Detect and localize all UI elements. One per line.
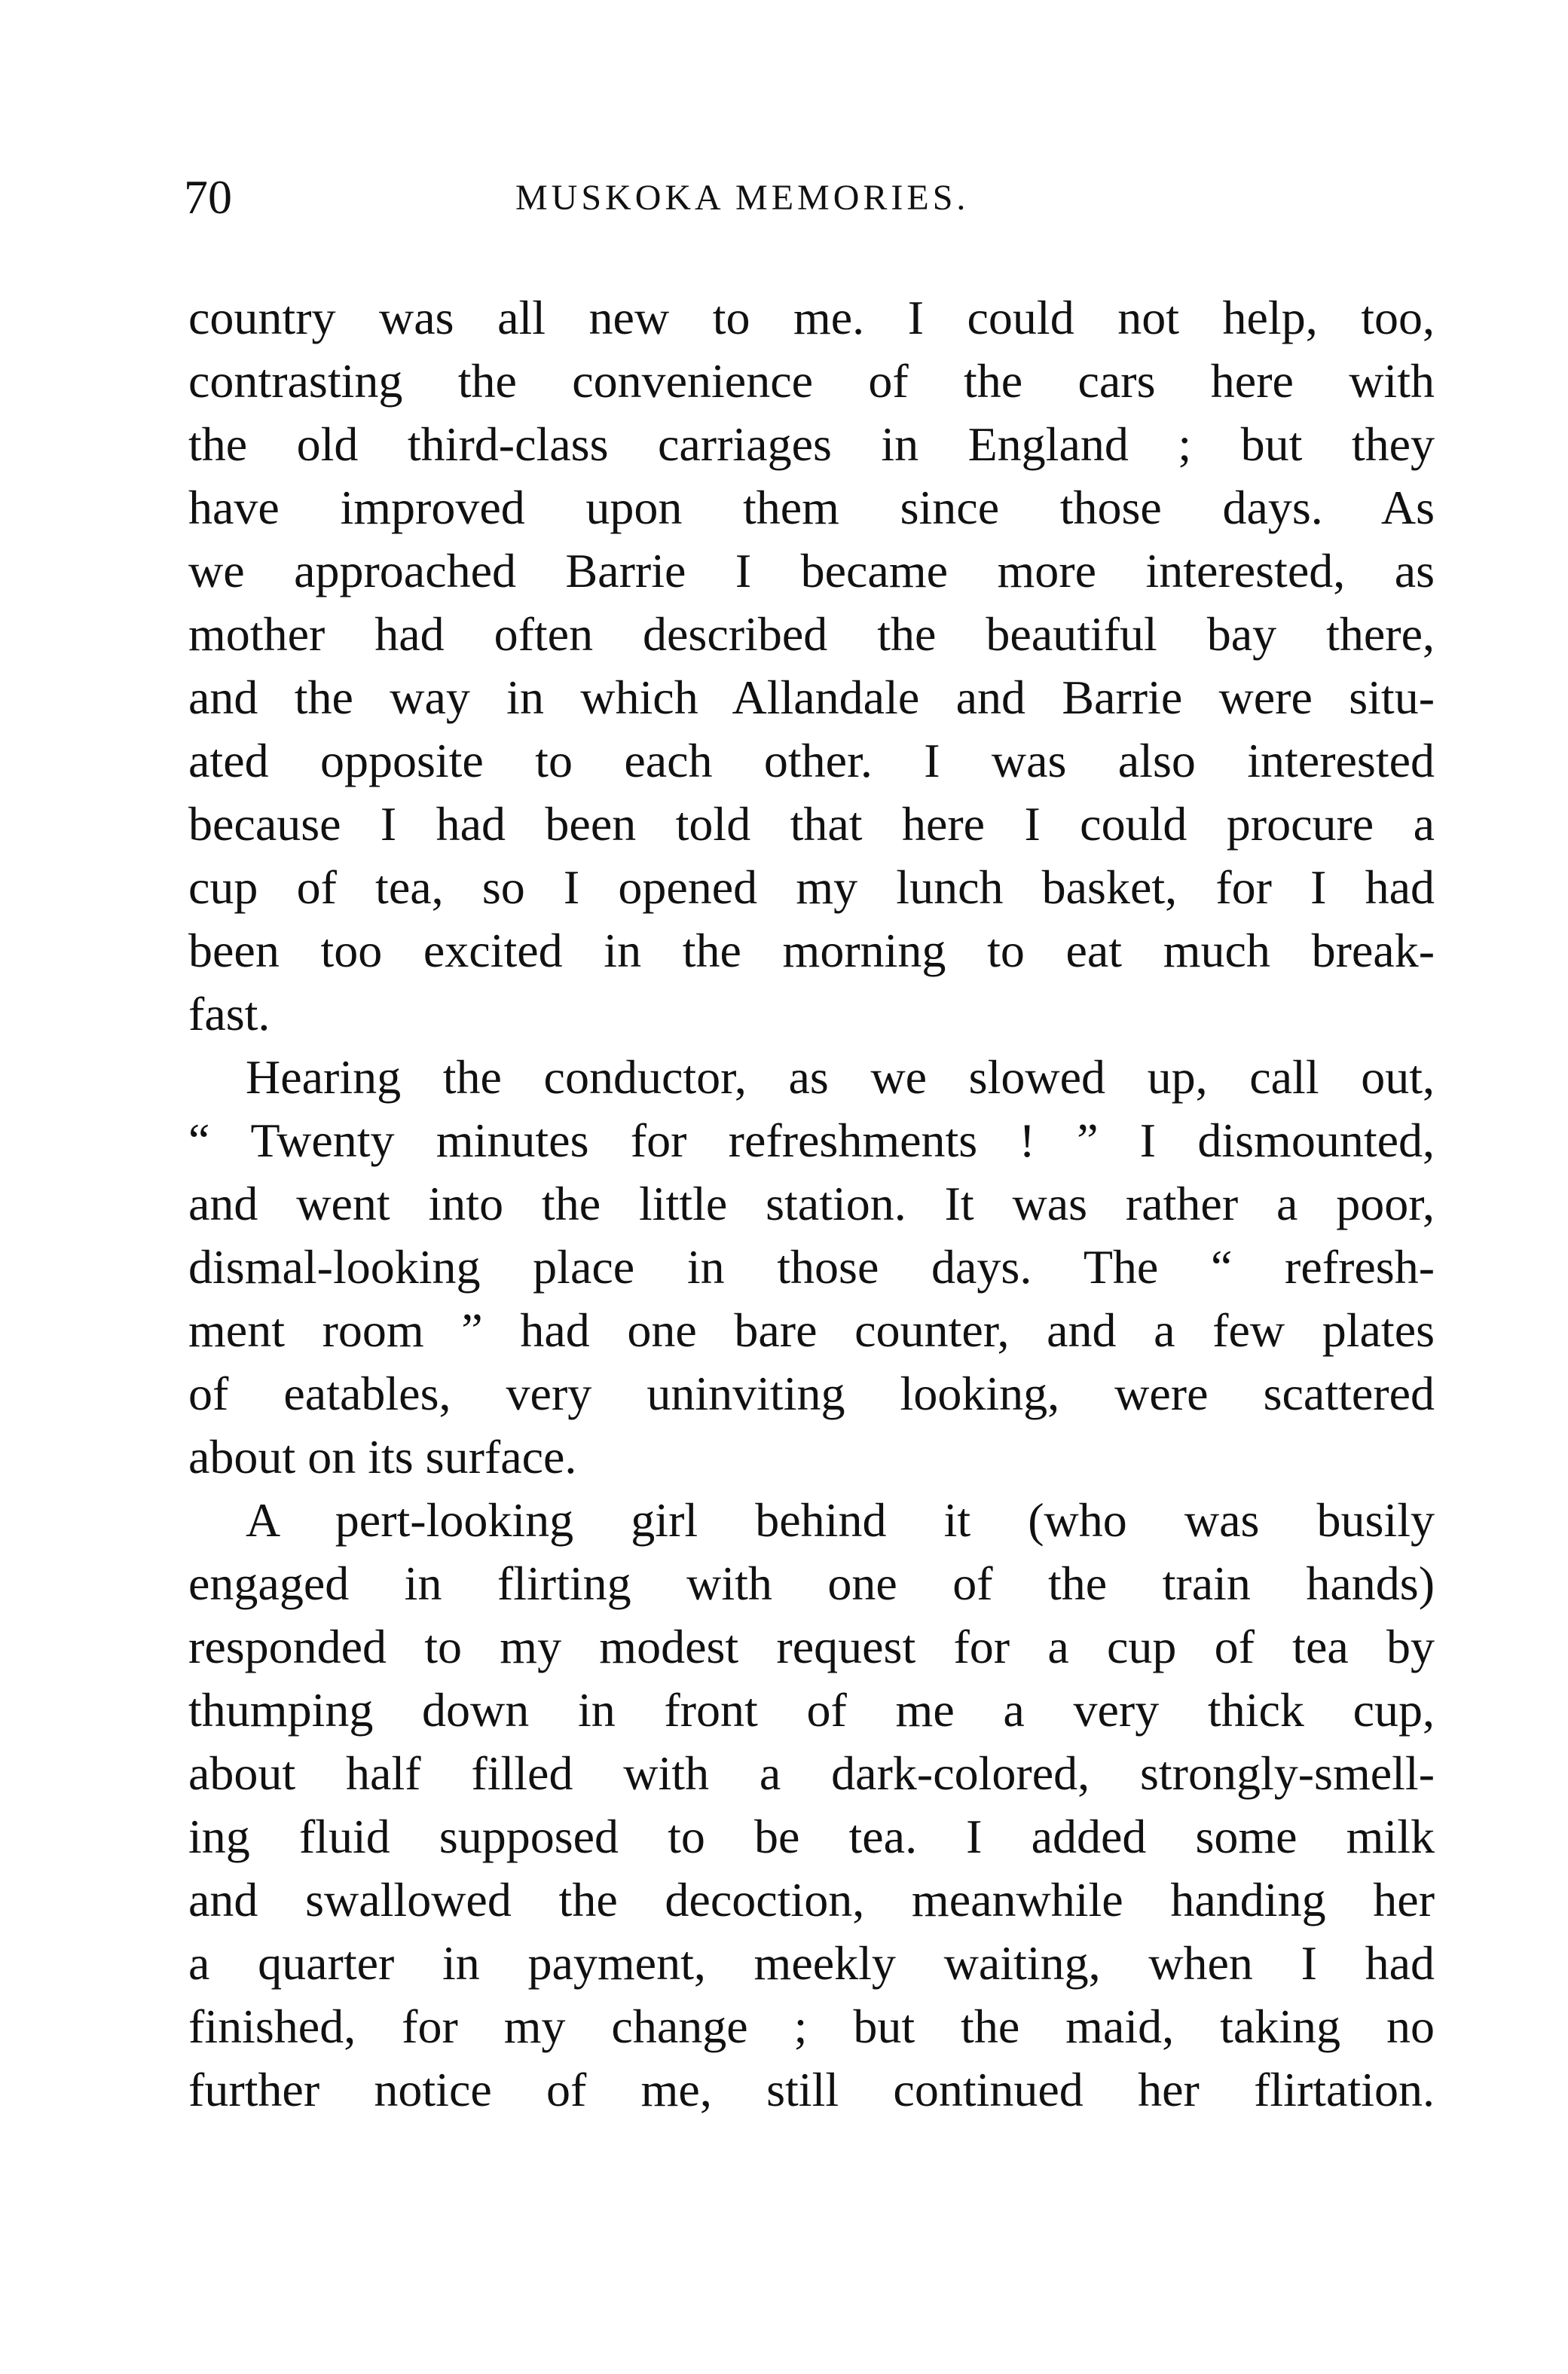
- text-line: fast.: [188, 987, 271, 1040]
- text-line: have improved upon them since those days. As: [188, 481, 1435, 534]
- paragraph-3: [188, 1489, 1435, 2122]
- running-head: [184, 167, 1435, 228]
- text-line: ment room ” had one bare counter, and a few plates: [188, 1303, 1435, 1357]
- text-line: because I had been told that here I could procure a: [188, 797, 1435, 851]
- text-line: engaged in flirting with one of the train hands): [188, 1557, 1435, 1610]
- text-line: country was all new to me. I could not help, too,: [188, 291, 1435, 344]
- text-line: ated opposite to each other. I was also interested: [188, 734, 1435, 787]
- text-line: we approached Barrie I became more interested, as: [188, 544, 1435, 597]
- text-line: about half filled with a dark-colored, strongly-smell-: [188, 1746, 1435, 1800]
- text-line: thumping down in front of me a very thick cup,: [188, 1683, 1435, 1737]
- text-line: “ Twenty minutes for refreshments ! ” I dismounted,: [188, 1114, 1435, 1167]
- text-line: further notice of me, still continued her flirtation.: [188, 2063, 1435, 2116]
- text-line: a quarter in payment, meekly waiting, when I had: [188, 1936, 1435, 1990]
- text-line: of eatables, very uninviting looking, were scattered: [188, 1367, 1435, 1420]
- running-title: MUSKOKA MEMORIES.: [515, 178, 970, 218]
- text-line: and swallowed the decoction, meanwhile handing her: [188, 1873, 1435, 1926]
- text-line: been too excited in the morning to eat much break-: [188, 924, 1435, 977]
- text-line: responded to my modest request for a cup of tea by: [188, 1620, 1435, 1673]
- text-line: Hearing the conductor, as we slowed up, call out,: [246, 1050, 1435, 1104]
- text-line: and went into the little station. It was rather a poor,: [188, 1177, 1435, 1230]
- text-line: the old third-class carriages in England ; but they: [188, 417, 1435, 471]
- text-line: and the way in which Allandale and Barrie were situ-: [188, 671, 1435, 724]
- text-line: A pert-looking girl behind it (who was busily: [246, 1493, 1435, 1547]
- text-line: dismal-looking place in those days. The “ refresh-: [188, 1240, 1435, 1294]
- text-line: contrasting the convenience of the cars here with: [188, 354, 1435, 408]
- paragraph-2: [188, 1046, 1435, 1489]
- text-line: about on its surface.: [188, 1430, 577, 1483]
- page-number: 70: [184, 170, 232, 224]
- body-text: [188, 286, 1435, 2122]
- text-line: finished, for my change ; but the maid, taking no: [188, 2000, 1435, 2053]
- text-line: cup of tea, so I opened my lunch basket, for I had: [188, 860, 1435, 914]
- text-line: ing fluid supposed to be tea. I added some milk: [188, 1810, 1435, 1863]
- paragraph-1: [188, 286, 1435, 1046]
- text-line: mother had often described the beautiful bay there,: [188, 607, 1435, 661]
